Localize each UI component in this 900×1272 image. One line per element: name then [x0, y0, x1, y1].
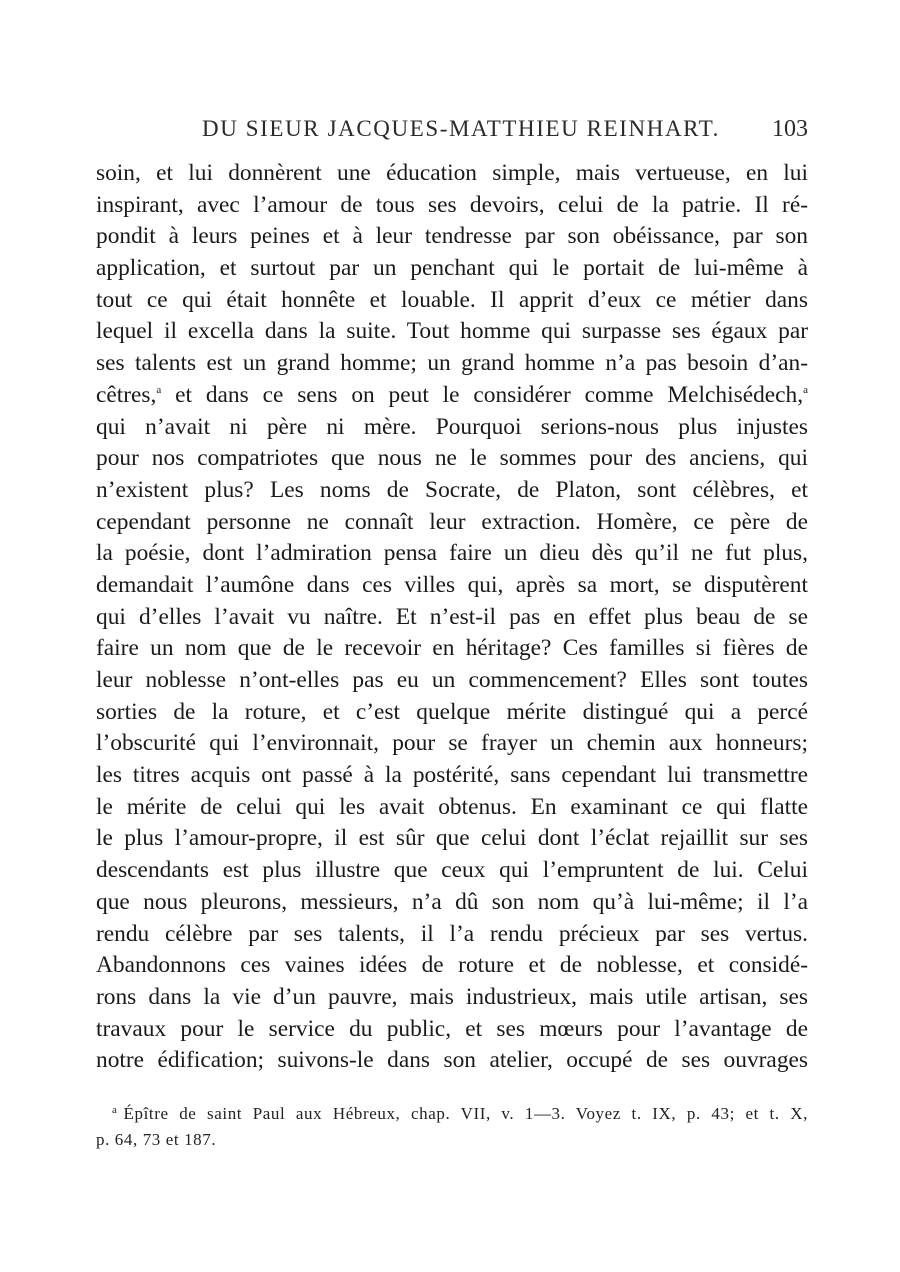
footnote-reference: a [803, 383, 808, 396]
text-line: leur noblesse n’ont-elles pas eu un commencement? Elles sont toutes [96, 667, 808, 693]
text-fragment: cêtres, [96, 381, 157, 408]
text-line: le mérite de celui qui les avait obtenus. En examinant ce qui flatte [96, 793, 808, 820]
text-line: inspirant, avec l’amour de tous ses devoirs, celui de la patrie. Il ré- [96, 191, 808, 218]
text-line: lequel il excella dans la suite. Tout homme qui surpasse ses égaux par [96, 318, 808, 345]
footnote-line: p. 64, 73 et 187. [96, 1130, 217, 1149]
text-line: pondit à leurs peines et à leur tendresse par son obéissance, par son [96, 223, 808, 250]
text-line: application, et surtout par un penchant qui le portait de lui-même à [96, 255, 808, 282]
text-line: faire un nom que de le recevoir en héritage? Ces familles si fières de [96, 635, 808, 662]
text-line: tout ce qui était honnête et louable. Il apprit d’eux ce métier dans [96, 286, 808, 313]
footnote-line [96, 1097, 808, 1127]
text-line: ses talents est un grand homme; un grand homme n’a pas besoin d’an- [96, 350, 808, 377]
footnote [96, 1097, 808, 1153]
running-header [96, 116, 808, 148]
text-line: notre édification; suivons-le dans son atelier, occupé de ses ouvrages [96, 1047, 808, 1074]
text-line: le plus l’amour-propre, il est sûr que celui dont l’éclat rejaillit sur ses [96, 825, 808, 852]
text-line: soin, et lui donnèrent une éducation simple, mais vertueuse, en lui [96, 160, 808, 186]
text-line: les titres acquis ont passé à la postérité, sans cependant lui transmettre [96, 762, 808, 789]
text-line: Abandonnons ces vaines idées de roture et de noblesse, et considé- [96, 952, 808, 979]
text-line: cependant personne ne connaît leur extraction. Homère, ce père de [96, 508, 808, 535]
footnote-text: Épître de saint Paul aux Hébreux, chap. VII, v. 1—3. Voyez t. IX, p. 43; et t. X, [123, 1104, 808, 1123]
text-line: l’obscurité qui l’environnait, pour se frayer un chemin aux honneurs; [96, 730, 808, 757]
page-number: 103 [772, 116, 808, 142]
text-line: rendu célèbre par ses talents, il l’a rendu précieux par ses vertus. [96, 920, 808, 947]
text-line: qui n’avait ni père ni mère. Pourquoi serions-nous plus injustes [96, 413, 808, 440]
text-line: la poésie, dont l’admiration pensa faire un dieu dès qu’il ne fut plus, [96, 540, 808, 567]
text-line: travaux pour le service du public, et ses mœurs pour l’avantage de [96, 1015, 808, 1042]
text-line: pour nos compatriotes que nous ne le sommes pour des anciens, qui [96, 445, 808, 472]
text-line: sorties de la roture, et c’est quelque mérite distingué qui a percé [96, 698, 808, 725]
text-line: que nous pleurons, messieurs, n’a dû son nom qu’à lui-même; il l’a [96, 888, 808, 915]
footnote-reference: a [156, 383, 162, 396]
text-line: demandait l’aumône dans ces villes qui, après sa mort, se disputèrent [96, 571, 808, 598]
text-line: n’existent plus? Les noms de Socrate, de Platon, sont célèbres, et [96, 476, 808, 503]
text-line-with-footnotes [96, 380, 808, 412]
text-line: qui d’elles l’avait vu naître. Et n’est-il pas en effet plus beau de se [96, 603, 808, 630]
footnote-marker: a [112, 1104, 118, 1116]
body-text [96, 158, 808, 1077]
text-line: descendants est plus illustre que ceux qui l’empruntent de lui. Celui [96, 857, 808, 884]
running-head-title: DU SIEUR JACQUES-MATTHIEU REINHART. [202, 116, 721, 141]
text-line: rons dans la vie d’un pauvre, mais industrieux, mais utile artisan, ses [96, 983, 808, 1010]
text-fragment: et dans ce sens on peut le considérer comme Melchisédech, [161, 381, 804, 408]
